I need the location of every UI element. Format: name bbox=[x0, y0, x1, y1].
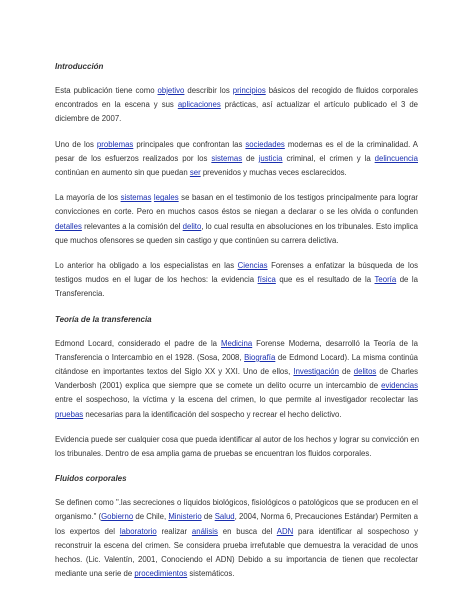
link-objetivo[interactable]: objetivo bbox=[157, 86, 185, 95]
text-span: en busca del bbox=[217, 526, 277, 536]
text-span: modernas es el de la criminalidad. A bbox=[284, 139, 418, 149]
text-span: citándose en importantes textos del Siglo XX y XXI. Uno de ellos, bbox=[55, 367, 294, 377]
text-span: pesar de los esfuerzos realizados por los bbox=[55, 153, 212, 163]
link-ciencias[interactable]: Ciencias bbox=[237, 261, 268, 271]
text-span: hechos. (Lic. Valentín, 2001, Conociendo el ADN) Debido a su importancia de tienen que recolectar bbox=[55, 555, 418, 565]
paragraph-line bbox=[55, 408, 418, 422]
paragraph-line bbox=[55, 393, 418, 407]
text-span: los tribunales. Dentro de esa amplia gama de pruebas se encuentran los fluidos corporales. bbox=[55, 449, 372, 459]
text-span: entre el sospechoso, la víctima y la escena del crimen, lo que permite al investigador recolectar las bbox=[55, 395, 418, 405]
text-span: Transferencia o Intercambio en el 1928. (Sosa, 2008, bbox=[55, 352, 245, 362]
paragraph-line bbox=[55, 84, 418, 98]
text-span: principales que confrontan las bbox=[133, 139, 246, 149]
link-fisica[interactable]: física bbox=[257, 275, 276, 285]
link-adn[interactable]: ADN bbox=[276, 526, 294, 536]
text-span: , lo cual resulta en absoluciones en los tribunales. Esto implica bbox=[201, 221, 418, 231]
paragraph-line bbox=[55, 539, 418, 553]
paragraph-4 bbox=[55, 259, 418, 302]
link-sociedades[interactable]: sociedades bbox=[245, 139, 285, 149]
text-span: relevantes a la comisión del bbox=[81, 221, 183, 231]
paragraph-line bbox=[55, 191, 418, 205]
text-span: organismo." ( bbox=[55, 512, 102, 522]
text-span: básicos del recogido de fluidos corporales bbox=[265, 86, 418, 95]
paragraph-line bbox=[55, 351, 418, 365]
paragraph-line bbox=[55, 525, 418, 539]
text-span: mediante una serie de bbox=[55, 569, 135, 579]
text-span: de bbox=[201, 512, 215, 522]
link-detalles[interactable]: detalles bbox=[55, 221, 82, 231]
link-principios[interactable]: principios bbox=[232, 86, 266, 95]
paragraph-line bbox=[55, 152, 418, 166]
link-aplicaciones[interactable]: aplicaciones bbox=[177, 100, 221, 110]
paragraph-line bbox=[55, 379, 418, 393]
link-problemas[interactable]: problemas bbox=[96, 139, 134, 149]
text-span: Edmond Locard, considerado el padre de la bbox=[55, 338, 221, 348]
link-biografia[interactable]: Biografía bbox=[244, 352, 276, 362]
paragraph-line bbox=[55, 98, 418, 112]
text-span: encontrados en la escena y sus bbox=[55, 100, 178, 110]
link-evidencias[interactable]: evidencias bbox=[381, 381, 418, 391]
paragraph-line bbox=[55, 273, 418, 287]
paragraph-2 bbox=[55, 138, 418, 181]
heading-introduccion: Introducción bbox=[55, 62, 104, 71]
text-span: Esta publicación tiene como bbox=[55, 86, 158, 95]
link-delito[interactable]: delito bbox=[182, 221, 202, 231]
paragraph-7 bbox=[55, 496, 418, 581]
paragraph-5 bbox=[55, 337, 418, 422]
paragraph-line bbox=[55, 138, 418, 152]
text-span: Uno de los bbox=[55, 139, 97, 149]
paragraph-line bbox=[55, 259, 418, 273]
link-delitos[interactable]: delitos bbox=[353, 367, 377, 377]
paragraph-line bbox=[55, 166, 418, 180]
text-span: realizar bbox=[156, 526, 192, 536]
link-gobierno[interactable]: Gobierno bbox=[101, 512, 134, 522]
paragraph-line bbox=[55, 287, 418, 301]
text-span: Lo anterior ha obligado a los especialistas en las bbox=[55, 261, 238, 271]
text-span: , 2004, Norma 6, Precauciones Estándar) Permiten a bbox=[234, 512, 418, 522]
text-span: prácticas, así actualizar el artículo publicado el 3 de bbox=[220, 100, 419, 110]
paragraph-line bbox=[55, 433, 418, 447]
text-span: continúan en aumento sin que puedan bbox=[55, 168, 190, 178]
text-span: convicciones en corte. Pero en muchos casos éstos se niegan a declarar o se les olvida o confunden bbox=[55, 207, 418, 217]
paragraph-line bbox=[55, 510, 418, 524]
link-ser[interactable]: ser bbox=[189, 168, 201, 178]
paragraph-line bbox=[55, 337, 418, 351]
paragraph-line bbox=[55, 567, 418, 581]
text-span: de Edmond Locard). La misma continúa bbox=[275, 352, 418, 362]
link-analisis[interactable]: análisis bbox=[191, 526, 218, 536]
paragraph-line bbox=[55, 205, 418, 219]
text-span: reconstruir la escena del crimen. Se considera prueba irrefutable que demuestra la veracidad de unos bbox=[55, 540, 418, 550]
link-ministerio[interactable]: Ministerio bbox=[168, 512, 202, 522]
text-span: que es el resultado de la bbox=[275, 275, 375, 285]
link-pruebas[interactable]: pruebas bbox=[55, 409, 84, 419]
text-span: que muchos ofensores se queden sin castigo y que continúen su carrera delictiva. bbox=[55, 235, 339, 245]
paragraph-line bbox=[55, 365, 418, 379]
heading-teoria-transferencia: Teoría de la transferencia bbox=[55, 314, 152, 324]
text-span: Evidencia puede ser cualquier cosa que pueda identificar al autor de los hechos y lograr su convicción en bbox=[55, 434, 420, 444]
link-sistemas[interactable]: sistemas bbox=[211, 153, 243, 163]
link-teoria[interactable]: Teoría bbox=[374, 275, 397, 285]
text-span: prevenidos y muchas veces esclarecidos. bbox=[200, 168, 347, 178]
link-justicia[interactable]: justicia bbox=[258, 153, 283, 163]
text-span: La mayoría de los bbox=[55, 193, 121, 203]
paragraph-line bbox=[55, 234, 418, 248]
paragraph-line bbox=[55, 553, 418, 567]
link-medicina[interactable]: Medicina bbox=[220, 338, 253, 348]
text-span: de Chile, bbox=[133, 512, 169, 522]
text-span: testigos mudos en el lugar de los hechos: la evidencia bbox=[55, 275, 258, 285]
text-span: sistemáticos. bbox=[187, 569, 235, 579]
link-procedimientos[interactable]: procedimientos bbox=[134, 569, 188, 579]
text-span: Forenses a enfatizar la búsqueda de los bbox=[267, 261, 418, 271]
text-span: de Charles bbox=[376, 367, 418, 377]
text-span: de la bbox=[396, 275, 418, 285]
link-laboratorio[interactable]: laboratorio bbox=[119, 526, 157, 536]
text-span: criminal, el crimen y la bbox=[282, 153, 375, 163]
link-delincuencia[interactable]: delincuencia bbox=[374, 153, 418, 163]
paragraph-line bbox=[55, 220, 418, 234]
paragraph-6 bbox=[55, 433, 418, 461]
paragraph-line bbox=[55, 496, 418, 510]
text-span: Vanderbosh (2001) explica que siempre que se comete un delito ocurre un intercambio de bbox=[55, 381, 382, 391]
paragraph-line bbox=[55, 112, 418, 126]
text-span: necesarias para la identificación del sospecho y recrear el hecho delictivo. bbox=[83, 409, 342, 419]
text-span: Se definen como ".las secreciones o líquidos biológicos, fisiológicos o patológicos que se producen en el bbox=[55, 498, 418, 508]
text-span: describir los bbox=[184, 86, 233, 95]
link-legales[interactable]: legales bbox=[153, 193, 179, 203]
text-span: se basan en el testimonio de los testigos principalmente para lograr bbox=[178, 193, 418, 203]
text-span: diciembre de 2007. bbox=[55, 114, 122, 124]
link-investigacion[interactable]: Investigación bbox=[293, 367, 339, 377]
document-page bbox=[55, 60, 418, 581]
link-salud[interactable]: Salud bbox=[214, 512, 235, 522]
text-span: para identificar al sospechoso y bbox=[293, 526, 418, 536]
heading-fluidos-corporales: Fluidos corporales bbox=[55, 474, 127, 484]
link-sistemas-legales[interactable]: sistemas bbox=[120, 193, 152, 203]
paragraph-1 bbox=[55, 84, 418, 127]
text-span: Forense Moderna, desarrolló la Teoría de la bbox=[252, 338, 418, 348]
text-span: de bbox=[338, 367, 354, 377]
paragraph-line bbox=[55, 447, 418, 461]
text-span: los expertos del bbox=[55, 526, 120, 536]
paragraph-3 bbox=[55, 191, 418, 248]
text-span: Transferencia. bbox=[55, 289, 105, 299]
text-span: de bbox=[242, 153, 259, 163]
